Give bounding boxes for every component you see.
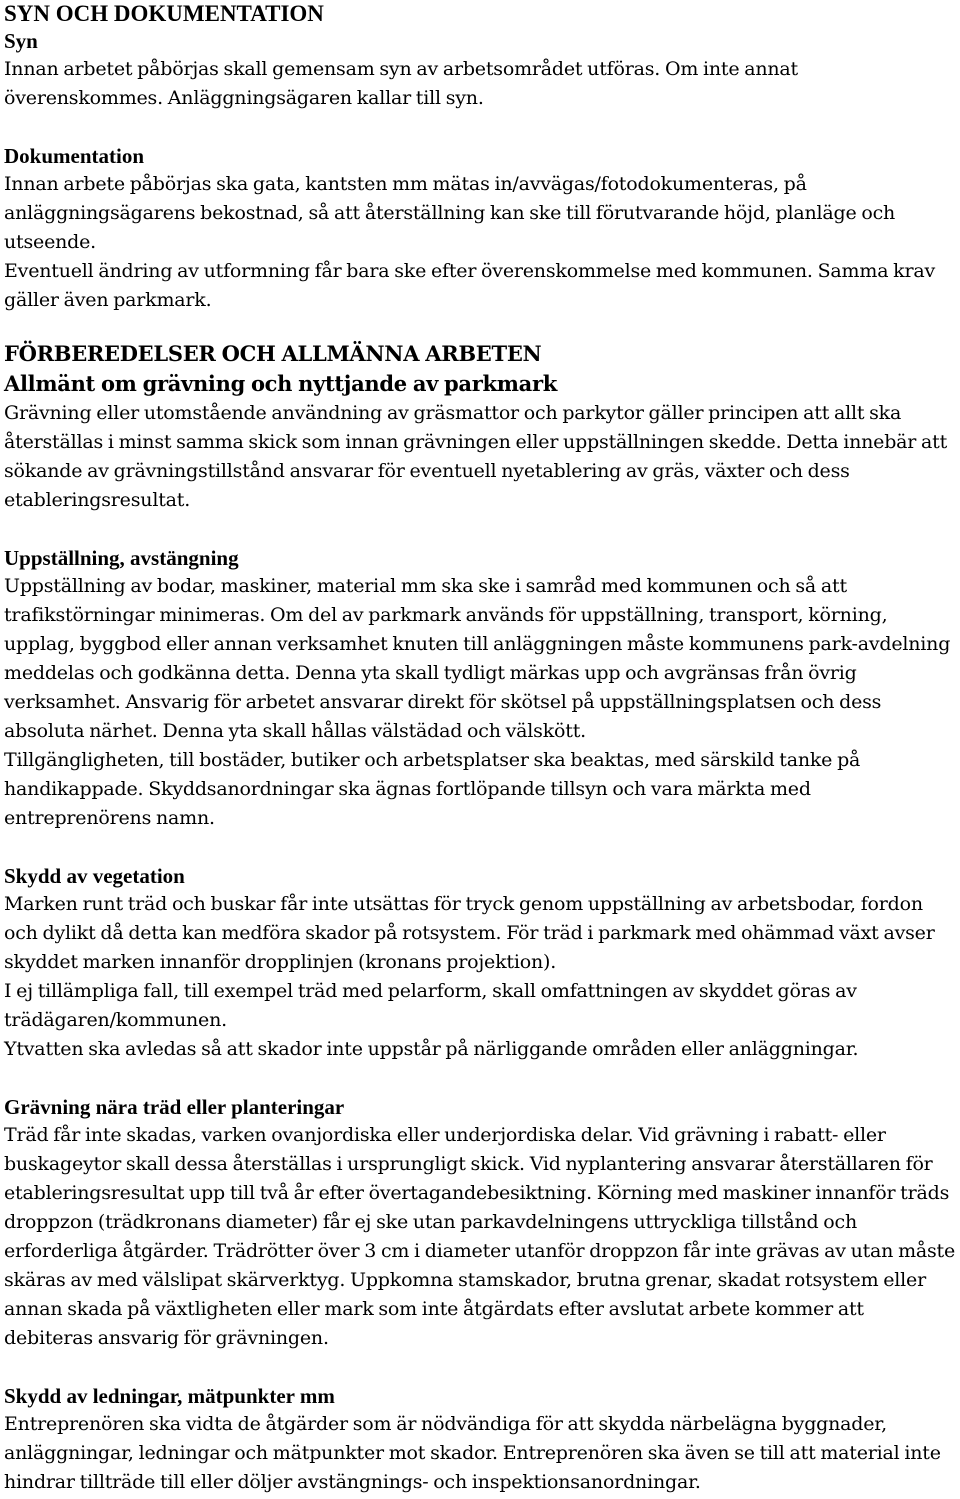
section-dokumentation [4, 142, 956, 315]
section-syn-och-dokumentation [4, 0, 956, 113]
paragraph: Innan arbetet påbörjas skall gemensam syn av arbetsområdet utföras. Om inte annat överenskommes. Anläggningsägaren kallar till syn. [4, 58, 798, 109]
paragraph: Tillgängligheten, till bostäder, butiker och arbetsplatser ska beaktas, med särskild tanke på handikappade. Skyddsanordningar ska ägnas fortlöpande tillsyn och vara märkta med entreprenörens namn. [4, 749, 861, 829]
paragraph: Grävning eller utomstående användning av gräsmattor och parkytor gäller principen att allt ska återställas i minst samma skick som innan grävningen eller uppställningen skedde. Detta innebär att sökande av grävningstillstånd ansvarar för eventuell nyetablering av gräs, växter och dess etableringsresultat. [4, 402, 948, 511]
paragraph: Entreprenören ska vidta de åtgärder som är nödvändiga för att skydda närbelägna byggnader, anläggningar, ledningar och mätpunkter mot skador. Entreprenören ska även se till att material inte hindrar tillträde till eller döljer avstängnings- och inspektionsanordningar. [4, 1413, 941, 1493]
section-gravning-nara-trad [4, 1093, 956, 1353]
paragraph: Ytvatten ska avledas så att skador inte uppstår på närliggande områden eller anläggningar. [4, 1038, 859, 1060]
section-skydd-vegetation [4, 862, 956, 1064]
spacer [4, 315, 956, 339]
section-skydd-ledningar [4, 1382, 956, 1497]
document-page [4, 0, 956, 1497]
paragraph: Träd får inte skadas, varken ovanjordiska eller underjordiska delar. Vid grävning i rabatt- eller buskageytor skall dessa återställas i ursprungligt skick. Vid nyplantering ansvarar återställaren för etableringsresultat upp till två år efter övertagandebesiktning. Körning med maskiner innanför träds droppzon (trädkronans diameter) får ej ske utan parkavdelningens uttryckliga tillstånd och erforderliga åtgärder. Trädrötter över 3 cm i diameter utanför droppzon får inte grävas av utan måste skäras av med välslipat skärverktyg. Uppkomna stamskador, brutna grenar, skadat rotsystem eller annan skada på växtligheten eller mark som inte åtgärdats efter avslutat arbete kommer att debiteras ansvarig för grävningen. [4, 1124, 956, 1349]
paragraph: Eventuell ändring av utformning får bara ske efter överenskommelse med kommunen. Samma krav gäller även parkmark. [4, 260, 936, 311]
section-title: SYN OCH DOKUMENTATION [4, 1, 324, 26]
spacer [4, 1353, 956, 1382]
spacer [4, 113, 956, 142]
section-title: Dokumentation [4, 144, 145, 168]
section-title: Uppställning, avstängning [4, 546, 239, 570]
section-title: Skydd av ledningar, mätpunkter mm [4, 1384, 335, 1408]
spacer [4, 833, 956, 862]
section-title: Skydd av vegetation [4, 864, 185, 888]
section-uppstallning [4, 544, 956, 833]
section-subtitle: Allmänt om grävning och nyttjande av parkmark [4, 371, 557, 396]
paragraph: I ej tillämpliga fall, till exempel träd med pelarform, skall omfattningen av skyddet göras av trädägaren/kommunen. [4, 980, 857, 1031]
section-forberedelser [4, 339, 956, 515]
spacer [4, 1064, 956, 1093]
spacer [4, 515, 956, 544]
section-title: FÖRBEREDELSER OCH ALLMÄNNA ARBETEN [4, 341, 542, 366]
section-title: Grävning nära träd eller planteringar [4, 1095, 345, 1119]
paragraph: Marken runt träd och buskar får inte utsättas för tryck genom uppställning av arbetsbodar, fordon och dylikt då detta kan medföra skador på rotsystem. För träd i parkmark med ohämmad växt avser skyddet marken innanför dropplinjen (kronans projektion). [4, 893, 935, 973]
paragraph: Uppställning av bodar, maskiner, material mm ska ske i samråd med kommunen och så att trafikstörningar minimeras. Om del av parkmark används för uppställning, transport, körning, upplag, byggbod eller annan verksamhet knuten till anläggningen måste kommunens park-avdelning meddelas och godkänna detta. Denna yta skall tydligt märkas upp och avgränsas från övrig verksamhet. Ansvarig för arbetet ansvarar direkt för skötsel på uppställningsplatsen och dess absoluta närhet. Denna yta skall hållas välstädad och välskött. [4, 575, 951, 742]
paragraph: Innan arbete påbörjas ska gata, kantsten mm mätas in/avvägas/fotodokumenteras, på anläggningsägarens bekostnad, så att återställning kan ske till förutvarande höjd, planläge och utseende. [4, 173, 896, 253]
section-subtitle: Syn [4, 29, 38, 53]
